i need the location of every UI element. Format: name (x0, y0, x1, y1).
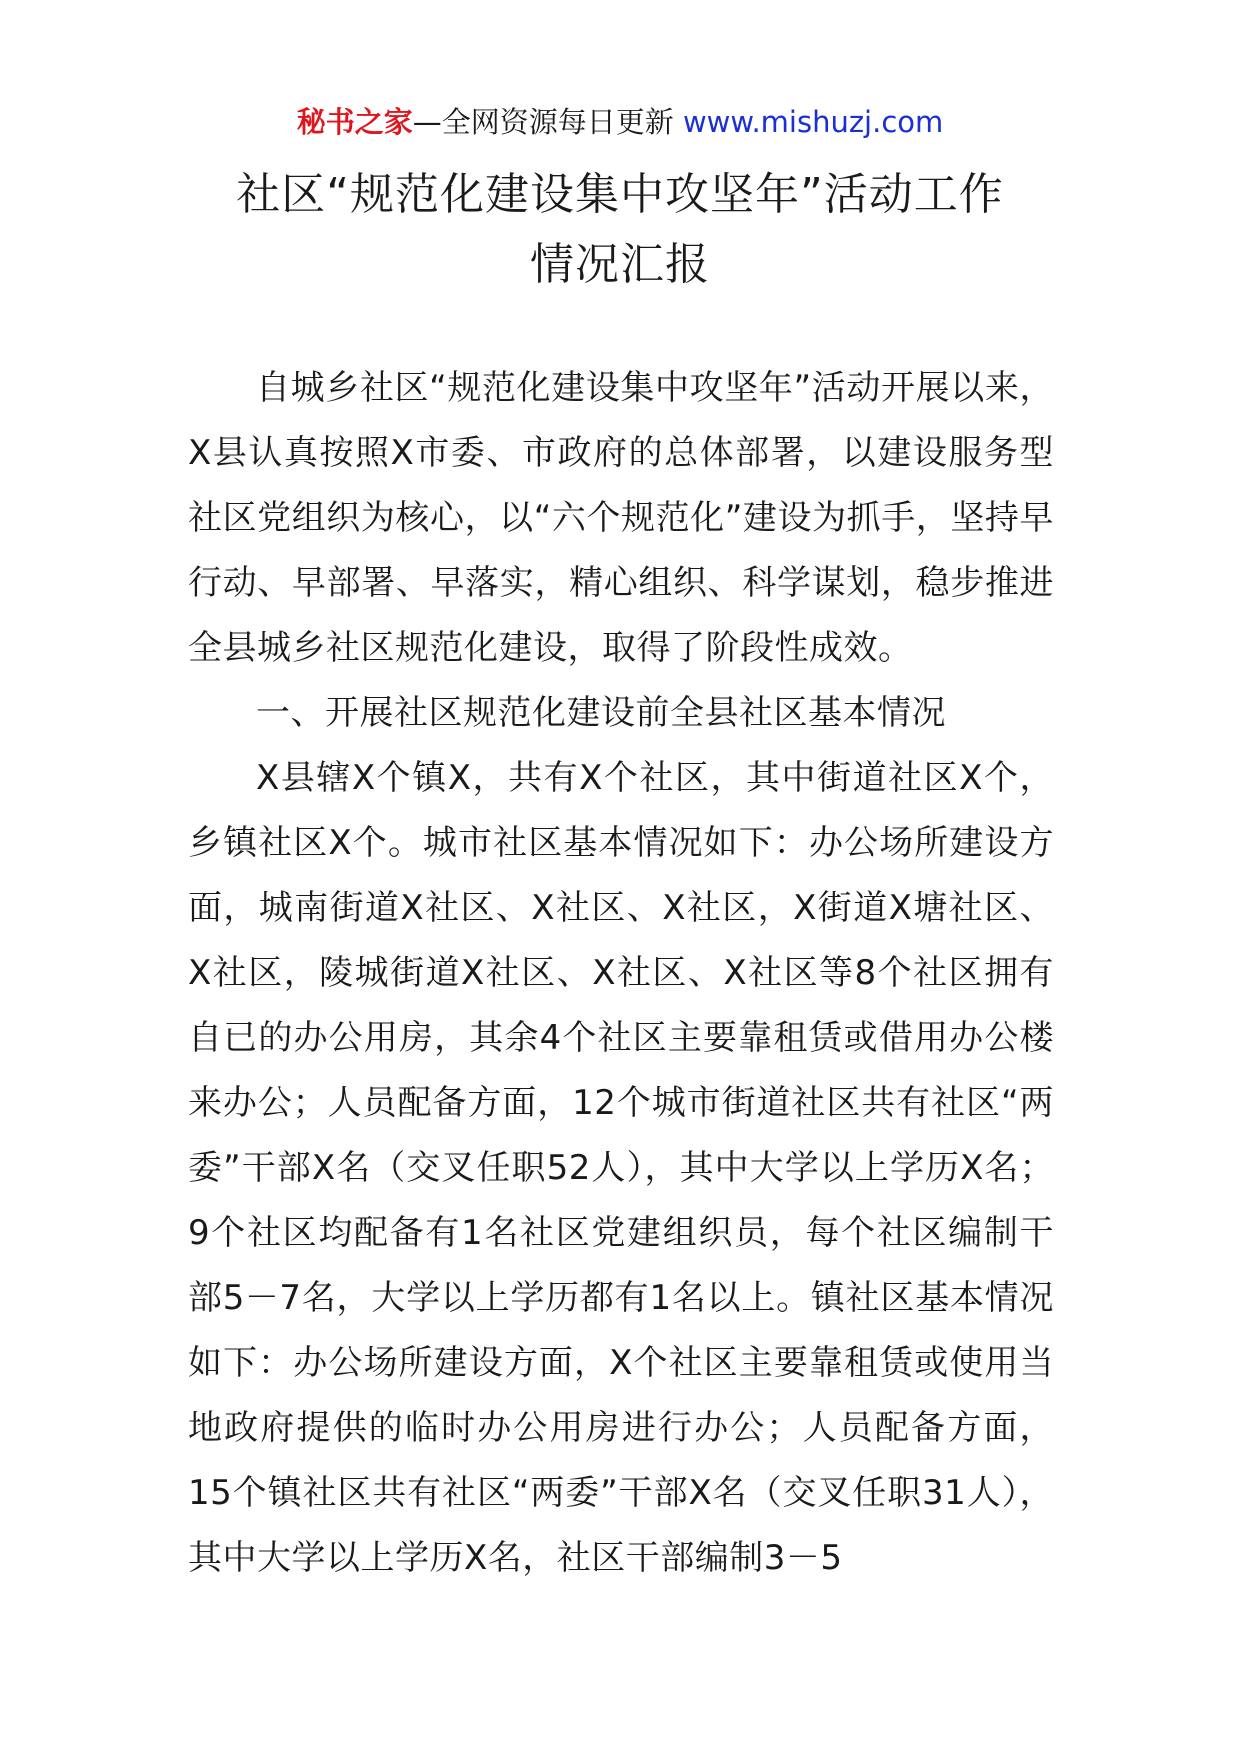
document-title-line-2: 情况汇报 (530, 239, 710, 290)
site-brand: 秘书之家 (296, 105, 413, 139)
site-banner (0, 100, 1240, 144)
section-heading: 一、开展社区规范化建设前全县社区基本情况 (256, 693, 946, 733)
site-slogan: —全网资源每日更新 (412, 105, 683, 139)
intro-paragraph: 自城乡社区“规范化建设集中攻坚年”活动开展以来，X县认真按照X市委、市政府的总体部署，以建设服务型社区党组织为核心，以“六个规范化”建设为抓手，坚持早行动、早部署、早落实，精心组织、科学谋划，稳步推进全县城乡社区规范化建设，取得了阶段性成效。 (188, 368, 1054, 668)
document-title-line-1: 社区“规范化建设集中攻坚年”活动工作 (236, 169, 1004, 220)
section-paragraph: X县辖X个镇X，共有X个社区，其中街道社区X个，乡镇社区X个。城市社区基本情况如下：办公场所建设方面，城南街道X社区、X社区、X社区，X街道X塘社区、X社区，陵城街道X社区、X社区、X社区等8个社区拥有自已的办公用房，其余4个社区主要靠租赁或借用办公楼来办公；人员配备方面，12个城市街道社区共有社区“两委”干部X名（交叉任职52人），其中大学以上学历X名；9个社区均配备有1名社区党建组织员，每个社区编制干部5－7名，大学以上学历都有1名以上。镇社区基本情况如下：办公场所建设方面，X个社区主要靠租赁或使用当地政府提供的临时办公用房进行办公；人员配备方面，15个镇社区共有社区“两委”干部X名（交叉任职31人），其中大学以上学历X名，社区干部编制3－5 (188, 758, 1054, 1578)
document-title (150, 160, 1090, 300)
site-url-link[interactable]: www.mishuzj.com (682, 105, 944, 139)
document-body (188, 356, 1054, 1591)
